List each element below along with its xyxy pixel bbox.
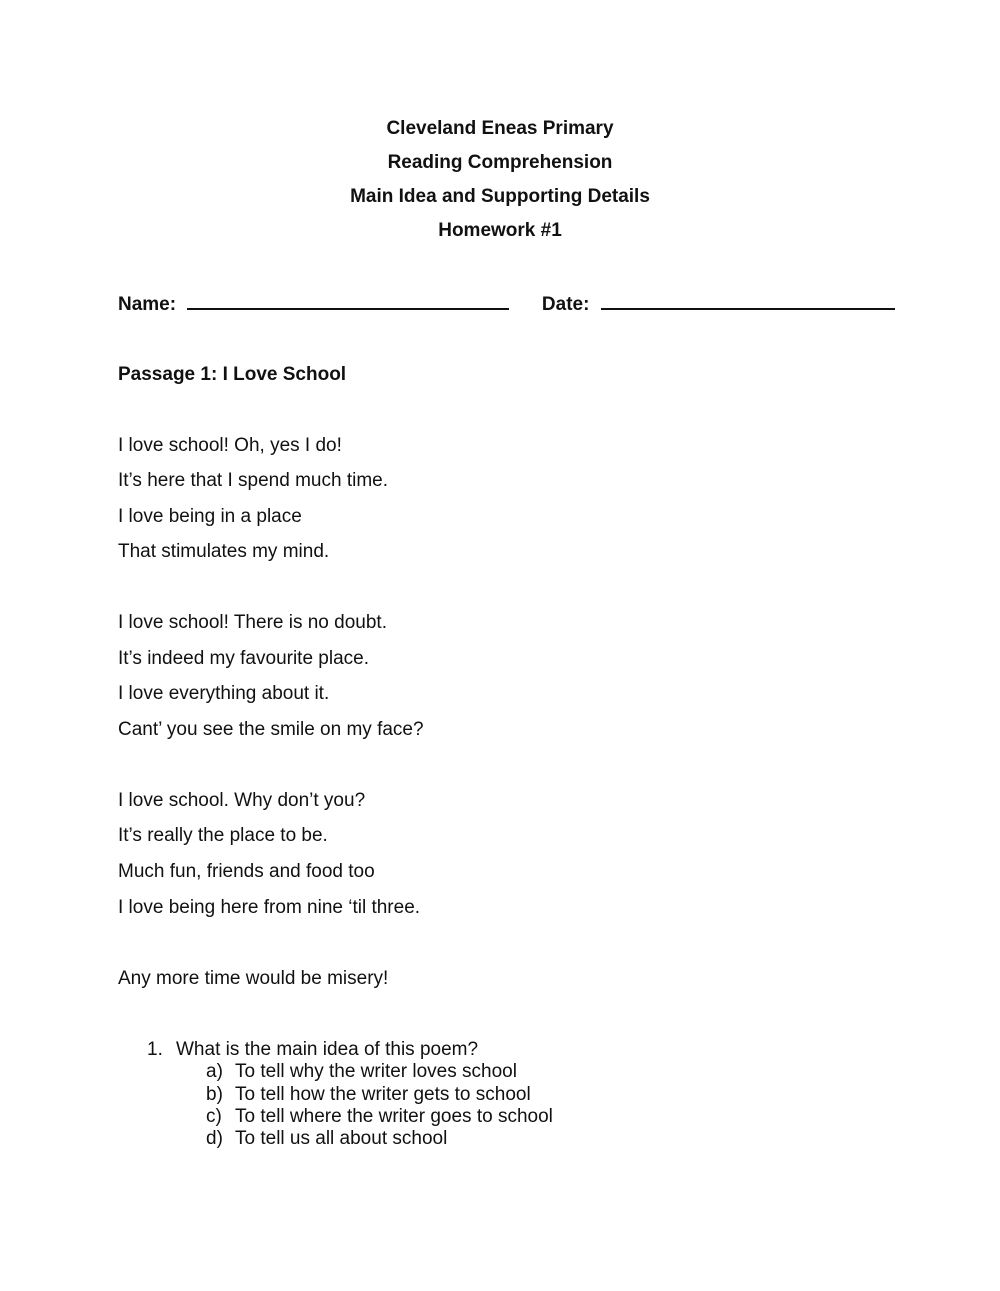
name-date-row bbox=[118, 290, 895, 318]
question-number: 1. bbox=[147, 1039, 163, 1060]
topic-title: Main Idea and Supporting Details bbox=[350, 186, 650, 207]
option-letter: b) bbox=[206, 1084, 223, 1105]
answer-option-b[interactable] bbox=[206, 1084, 531, 1106]
answer-option-a[interactable] bbox=[206, 1061, 517, 1083]
date-label: Date: bbox=[541, 294, 590, 315]
poem-line: I love being in a place bbox=[118, 506, 302, 527]
poem-line: Any more time would be misery! bbox=[118, 968, 389, 989]
poem-line: I love school! There is no doubt. bbox=[118, 612, 387, 633]
answer-option-c[interactable] bbox=[206, 1106, 553, 1128]
option-letter: a) bbox=[206, 1061, 223, 1082]
poem-line: I love school. Why don’t you? bbox=[118, 790, 366, 811]
name-blank[interactable] bbox=[187, 290, 509, 310]
option-letter: d) bbox=[206, 1128, 223, 1149]
poem-line: I love everything about it. bbox=[118, 683, 330, 704]
poem-line: That stimulates my mind. bbox=[118, 541, 330, 562]
option-text: To tell us all about school bbox=[235, 1128, 448, 1149]
poem-line: Much fun, friends and food too bbox=[118, 861, 375, 882]
poem-line: Cant’ you see the smile on my face? bbox=[118, 719, 424, 740]
subject-title: Reading Comprehension bbox=[387, 152, 613, 173]
option-text: To tell where the writer goes to school bbox=[235, 1106, 553, 1127]
assignment-title: Homework #1 bbox=[438, 220, 562, 241]
option-letter: c) bbox=[206, 1106, 222, 1127]
question-1 bbox=[147, 1039, 478, 1061]
poem-line: It’s here that I spend much time. bbox=[118, 470, 389, 491]
passage-title: Passage 1: I Love School bbox=[118, 364, 347, 385]
answer-option-d[interactable] bbox=[206, 1128, 447, 1150]
poem-line: I love school! Oh, yes I do! bbox=[118, 435, 342, 456]
poem-line: I love being here from nine ‘til three. bbox=[118, 897, 421, 918]
option-text: To tell how the writer gets to school bbox=[235, 1084, 531, 1105]
option-text: To tell why the writer loves school bbox=[235, 1061, 517, 1082]
date-blank[interactable] bbox=[601, 290, 895, 310]
name-label: Name: bbox=[118, 294, 177, 315]
question-text: What is the main idea of this poem? bbox=[176, 1039, 479, 1060]
school-name: Cleveland Eneas Primary bbox=[386, 118, 614, 139]
poem-line: It’s really the place to be. bbox=[118, 825, 328, 846]
poem-line: It’s indeed my favourite place. bbox=[118, 648, 370, 669]
